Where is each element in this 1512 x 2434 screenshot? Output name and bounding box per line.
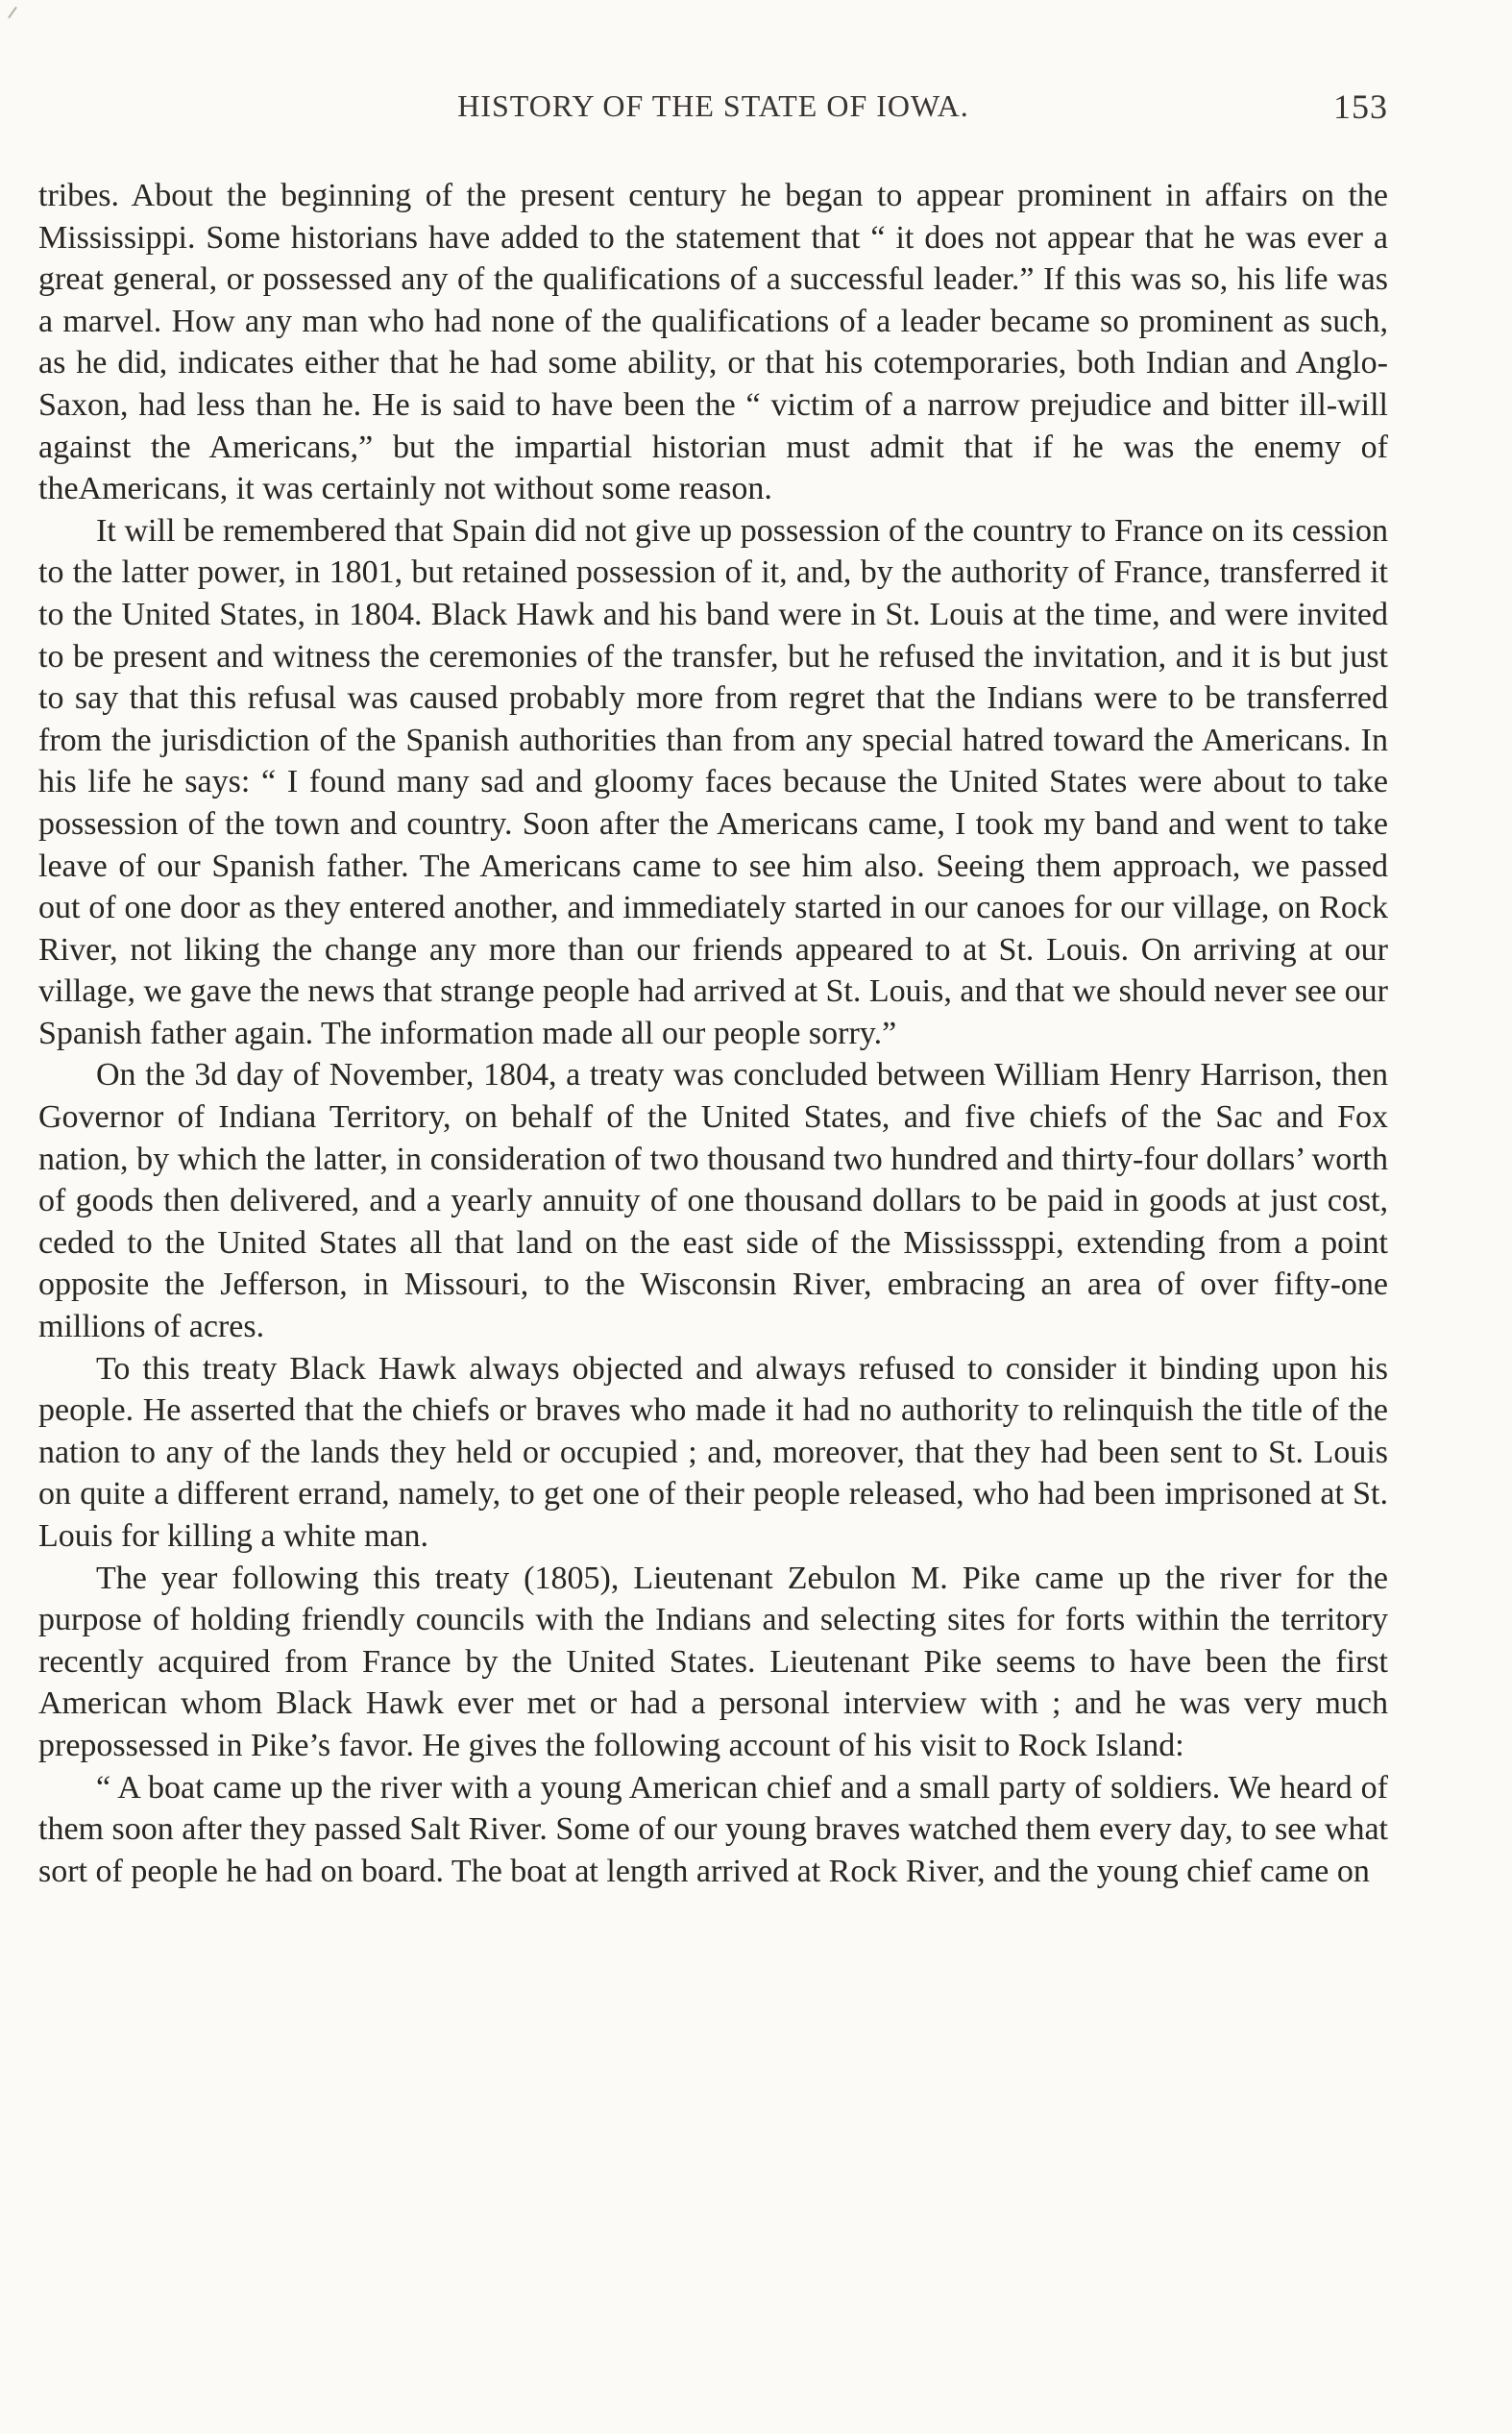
paragraph-continuation: tribes. About the beginning of the present century he began to appear prominent in affairs on the Mississippi. Some historians have added to the statement that “ it does not appear that he was ever a great general, or possessed any of the qualifications of a successful leader.” If this was so, his life was a marvel. How any man who had none of the qualifications of a leader became so prominent as such, as he did, indicates either that he had some ability, or that his cotemporaries, both Indian and Anglo-Saxon, had less than he. He is said to have been the “ victim of a narrow prejudice and bitter ill-will against the Americans,” but the impartial historian must admit that if he was the enemy of theAmericans, it was certainly not without some reason. (38, 178, 1388, 507)
paragraph-pike-visit: The year following this treaty (1805), Lieutenant Zebulon M. Pike came up the river for the purpose of holding friendly councils with the Indians and selecting sites for forts within the territory recently acquired from France by the United States. Lieutenant Pike seems to have been the first American whom Black Hawk ever met or had a personal interview with ; and he was very much prepossessed in Pike’s favor. He gives the following account of his visit to Rock Island: (38, 1560, 1388, 1763)
paragraph-black-hawk-objection: To this treaty Black Hawk always objected and always refused to consider it binding upon his people. He asserted that the chiefs or braves who made it had no authority to relinquish the title of the nation to any of the lands they held or occupied ; and, moreover, that they had been sent to St. Louis on quite a different errand, namely, to get one of their people released, who had been imprisoned at St. Louis for killing a white man. (38, 1350, 1388, 1554)
body-text (38, 175, 1388, 1892)
corner-mark (8, 7, 17, 19)
running-head: HISTORY OF THE STATE OF IOWA. (457, 88, 969, 123)
page-header (38, 88, 1388, 136)
page-number: 153 (1333, 87, 1388, 126)
paragraph-spain-cession: It will be remembered that Spain did not give up possession of the country to France on its cession to the latter power, in 1801, but retained possession of it, and, by the authority of France, transferred it to the United States, in 1804. Black Hawk and his band were in St. Louis at the time, and were invited to be present and witness the ceremonies of the transfer, but he refused the invitation, and it is but just to say that this refusal was caused probably more from regret that the Indians were to be transferred from the jurisdiction of the Spanish authorities than from any special hatred toward the Americans. In his life he says: “ I found many sad and gloomy faces because the United States were about to take possession of the town and country. Soon after the Americans came, I took my band and went to take leave of our Spanish father. The Americans came to see him also. Seeing them approach, we passed out of one door as they entered another, and immediately started in our canoes for our village, on Rock River, not liking the change any more than our friends appeared to at St. Louis. On arriving at our village, we gave the news that strange people had arrived at St. Louis, and that we should never see our Spanish father again. The information made all our people sorry.” (38, 512, 1388, 1051)
paragraph-treaty-1804: On the 3d day of November, 1804, a treaty was concluded between William Henry Harrison, then Governor of Indiana Territory, on behalf of the United States, and five chiefs of the Sac and Fox nation, by which the latter, in consideration of two thousand two hundred and thirty-four dollars’ worth of goods then delivered, and a yearly annuity of one thousand dollars to be paid in goods at just cost, ceded to the United States all that land on the east side of the Mississsppi, extending from a point opposite the Jefferson, in Missouri, to the Wisconsin River, embracing an area of over fifty-one millions of acres. (38, 1057, 1388, 1345)
paragraph-quote-boat: “ A boat came up the river with a young American chief and a small party of soldiers. We heard of them soon after they passed Salt River. Some of our young braves watched them every day, to see what sort of people he had on board. The boat at length arrived at Rock River, and the young chief came on (38, 1769, 1388, 1889)
